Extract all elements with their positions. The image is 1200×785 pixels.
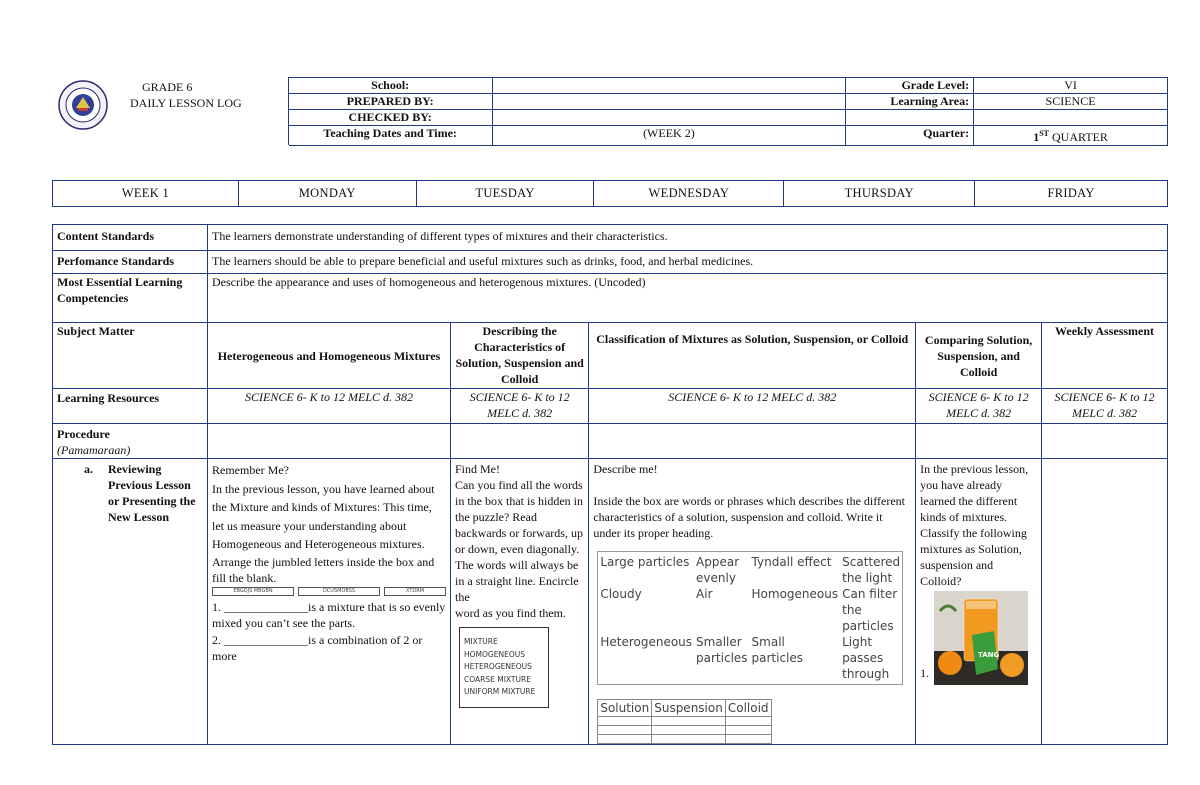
empty-cell [846,110,974,126]
monday-question-1: 1. ______________is a mixture that is so evenly mixed you can’t see the parts. [212,599,446,630]
answer-cell [725,717,771,726]
week-value: (WEEK 2) [492,126,846,146]
characteristic-cell: Air [696,587,713,601]
characteristics-box [597,551,903,685]
empty-cell [916,424,1042,459]
melc-label: Most Essential Learning Competencies [53,274,208,323]
review-label: Reviewing Previous Lesson or Presenting the New Lesson [108,462,196,524]
jumbled-box-1: EBGDJS MBGBN [212,587,294,596]
review-friday [1042,459,1168,745]
answer-cell [652,726,726,735]
characteristics-table [598,554,902,682]
answer-cell [598,726,652,735]
learning-area-label: Learning Area: [846,94,974,110]
melc-text: Describe the appearance and uses of homogeneous and heterogenous mixtures. (Uncoded) [208,274,1168,323]
performance-standards-text: The learners should be able to prepare beneficial and useful mixtures such as drinks, food, and herbal medicines. [208,251,1168,274]
empty-cell [974,110,1168,126]
answer-header-colloid: Colloid [725,700,771,717]
learning-area-value: SCIENCE [974,94,1168,110]
day-friday: FRIDAY [975,181,1168,207]
monday-paragraph: In the previous lesson, you have learned about the Mixture and kinds of Mixtures: This time, let us measure your understanding about Homogeneous and Heterogeneous mixtures. [212,481,435,551]
prepared-by-value[interactable] [492,94,846,110]
word-item: HOMOGENEOUS [464,649,525,659]
subject-thursday: Comparing Solution, Suspension, and Colloid [916,323,1042,389]
answer-grid [597,699,771,744]
resources-monday: SCIENCE 6- K to 12 MELC d. 382 [208,389,451,424]
wednesday-paragraph: Inside the box are words or phrases which describes the different characteristics of a solution, suspension and colloid. Write it under its proper heading. [593,494,906,540]
answer-header-solution: Solution [598,700,652,717]
monday-question-2: 2. ______________is a combination of 2 or more [212,632,423,663]
content-standards-label: Content Standards [53,225,208,251]
quarter-value [974,126,1168,146]
answer-cell [725,726,771,735]
thursday-paragraph: In the previous lesson, you have already learned the different kinds of mixtures. Classify the following mixtures as Solution, suspension and Colloid? [920,462,1029,588]
empty-cell [589,424,916,459]
empty-cell [451,424,589,459]
school-label: School: [288,78,492,94]
subject-friday: Weekly Assessment [1042,323,1168,389]
grade-level-value: VI [974,78,1168,94]
resources-tuesday: SCIENCE 6- K to 12 MELC d. 382 [451,389,589,424]
performance-standards-label: Perfomance Standards [53,251,208,274]
review-monday [208,459,451,745]
prepared-by-label: PREPARED BY: [288,94,492,110]
grade-title: GRADE 6 [142,80,193,94]
orange-juice-image [934,591,1028,685]
characteristic-cell: Appear evenly [696,555,740,585]
day-thursday: THURSDAY [784,181,975,207]
grade-level-label: Grade Level: [846,78,974,94]
teaching-dates-label: Teaching Dates and Time: [288,126,492,146]
word-item: COARSE MIXTURE [464,674,531,684]
resources-wednesday: SCIENCE 6- K to 12 MELC d. 382 [589,389,916,424]
resources-friday: SCIENCE 6- K to 12 MELC d. 382 [1042,389,1168,424]
empty-cell [1042,424,1168,459]
week-days-table [52,180,1168,207]
characteristic-cell: Small particles [751,635,804,665]
day-wednesday: WEDNESDAY [594,181,784,207]
wednesday-title: Describe me! [593,462,658,476]
characteristic-cell: Smaller particles [696,635,748,665]
answer-cell [725,735,771,744]
jumbled-box-2: DCUSMOBSS [298,587,380,596]
week-label: WEEK 1 [53,181,239,207]
characteristic-cell: Cloudy [600,587,642,601]
day-tuesday: TUESDAY [416,181,594,207]
subject-matter-label: Subject Matter [53,323,208,389]
monday-title: Remember Me? [212,463,289,477]
header-table [52,77,1168,146]
lesson-table [52,224,1168,745]
day-monday: MONDAY [238,181,416,207]
characteristic-cell: Scattered the light [842,555,901,585]
answer-cell [598,735,652,744]
word-list-box [459,627,549,708]
checked-by-label: CHECKED BY: [288,110,492,126]
characteristic-cell: Can filter the particles [842,587,898,633]
quarter-number: 1 [1033,130,1040,144]
word-item: MIXTURE [464,637,498,646]
tuesday-title: Find Me! [455,462,500,476]
quarter-text: QUARTER [1051,130,1108,144]
empty-cell [208,424,451,459]
word-item: HETEROGENEOUS [464,662,532,671]
answer-cell [652,735,726,744]
thursday-item-1: 1. [920,666,930,680]
quarter-superscript: ST [1039,129,1049,138]
review-label-cell [53,459,208,745]
log-title: DAILY LESSON LOG [130,96,242,110]
pack-label: TANG [978,651,1000,659]
answer-cell [652,717,726,726]
review-tuesday [451,459,589,745]
review-marker: a. [84,462,93,476]
characteristic-cell: Large particles [600,555,690,569]
checked-by-value[interactable] [492,110,846,126]
procedure-cell [53,424,208,459]
content-standards-text: The learners demonstrate understanding of different types of mixtures and their characteristics. [208,225,1168,251]
characteristic-cell: Heterogeneous [600,635,693,649]
review-wednesday [589,459,916,745]
word-item: UNIFORM MIXTURE [464,687,536,696]
resources-thursday: SCIENCE 6- K to 12 MELC d. 382 [916,389,1042,424]
characteristic-cell: Tyndall effect [751,555,832,569]
subject-monday: Heterogeneous and Homogeneous Mixtures [208,323,451,389]
characteristic-cell: Light passes through [842,635,890,681]
review-thursday [916,459,1042,745]
answer-header-suspension: Suspension [652,700,726,717]
subject-tuesday: Describing the Characteristics of Solution, Suspension and Colloid [451,323,589,389]
subject-wednesday: Classification of Mixtures as Solution, Suspension, or Colloid [589,323,916,389]
jumbled-letter-boxes [212,587,446,596]
monday-instruction: Arrange the jumbled letters inside the box and fill the blank. [212,554,435,585]
procedure-label: Procedure [57,427,110,441]
jumbled-box-3: XTDRM [384,587,446,596]
tuesday-paragraph: Can you find all the words in the box that is hidden in the puzzle? Read backwards or forwards, up or down, even diagonally. The words will always be in a straight line. Encircle the [455,478,583,604]
school-value[interactable] [492,78,846,94]
answer-cell [598,717,652,726]
procedure-sub: (Pamamaraan) [57,443,131,457]
learning-resources-label: Learning Resources [53,389,208,424]
tuesday-paragraph-2: word as you find them. [455,606,566,620]
quarter-label: Quarter: [846,126,974,146]
characteristic-cell: Homogeneous [751,587,839,601]
header-logo-cell [53,78,289,146]
